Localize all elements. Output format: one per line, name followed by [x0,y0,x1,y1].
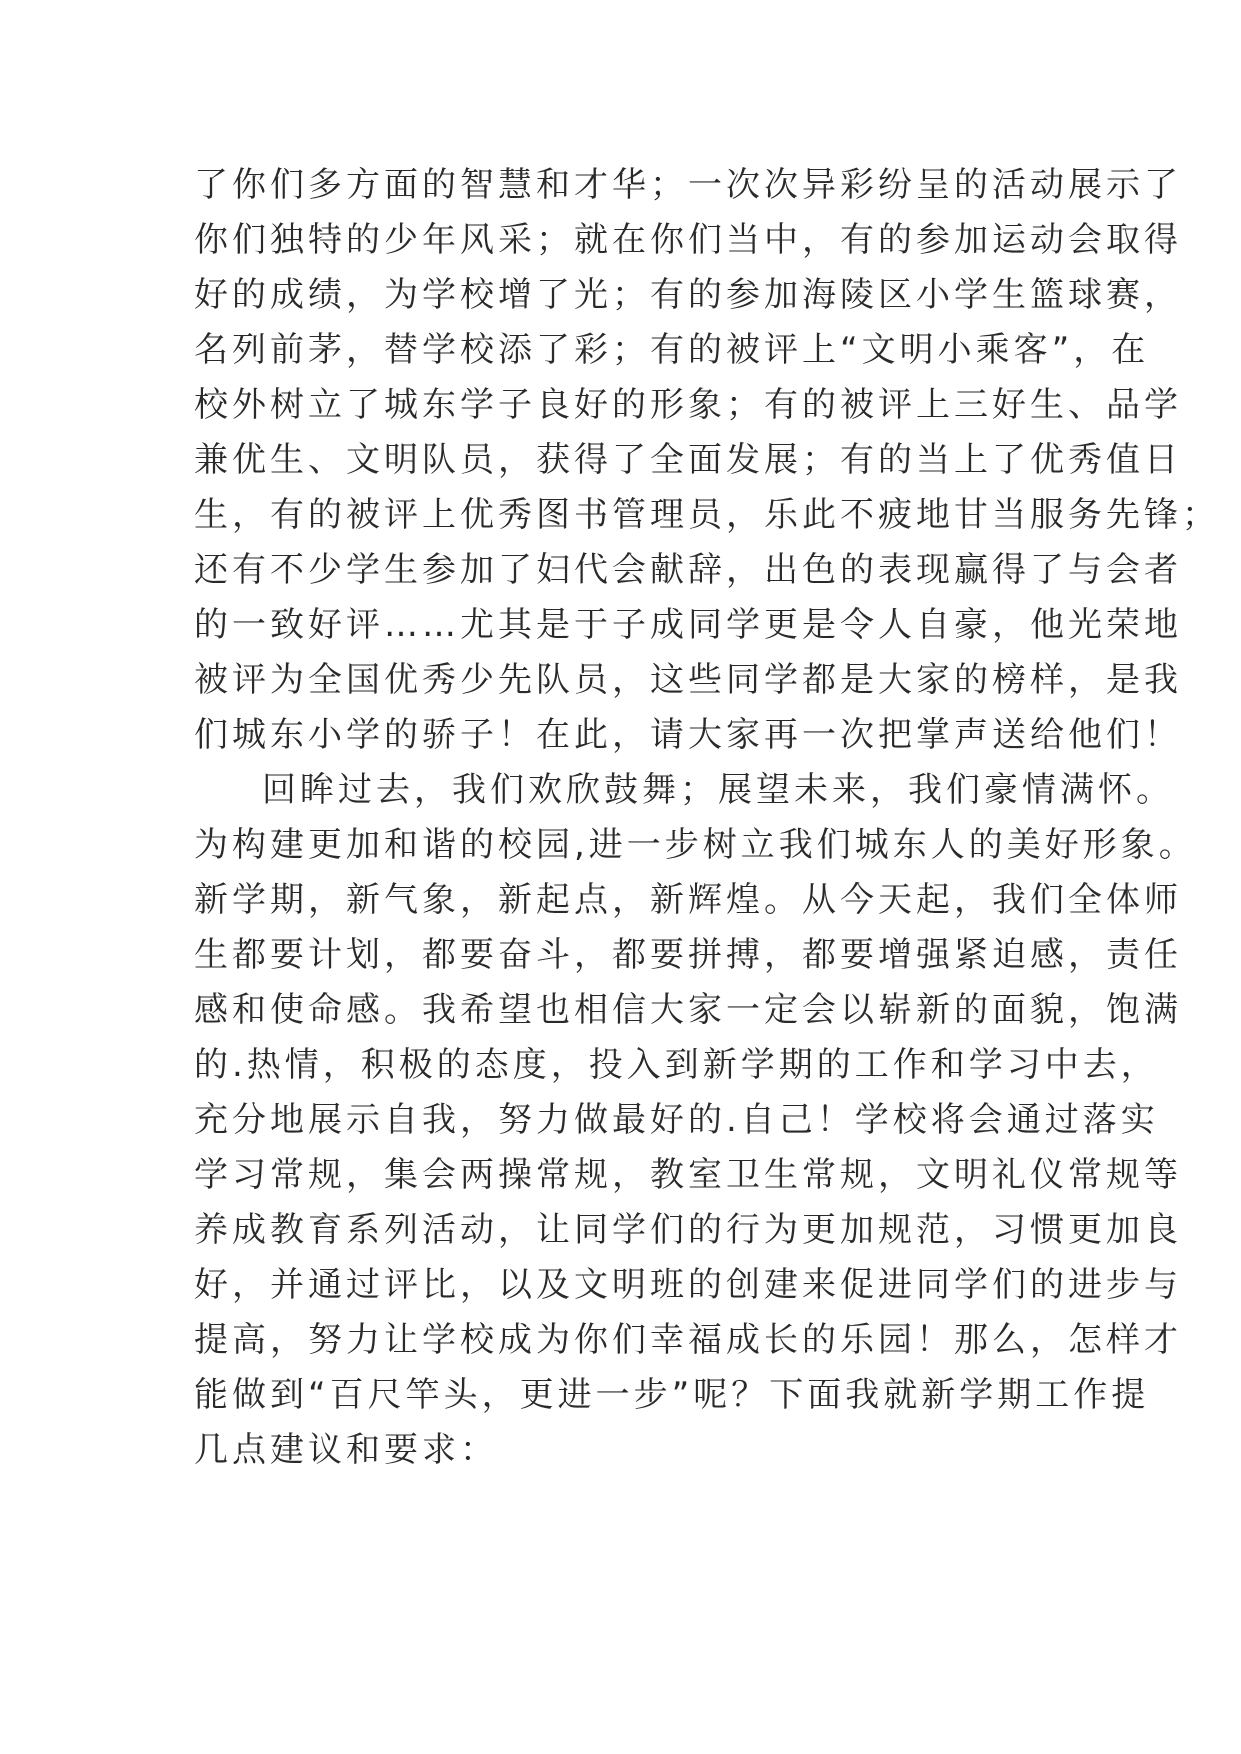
text-line: 的一致好评……尤其是于子成同学更是令人自豪，他光荣地 [194,605,1182,645]
body-text [194,158,1220,1478]
text-line: 好，并通过评比，以及文明班的创建来促进同学们的进步与 [194,1265,1182,1305]
text-line: 养成教育系列活动，让同学们的行为更加规范，习惯更加良 [194,1210,1182,1250]
text-line: 生，有的被评上优秀图书管理员，乐此不疲地甘当服务先锋； [194,495,1220,535]
text-line: 几点建议和要求： [194,1430,498,1470]
text-line: 了你们多方面的智慧和才华；一次次异彩纷呈的活动展示了 [194,165,1182,205]
text-line: 能做到“百尺竿头，更进一步”呢？下面我就新学期工作提 [194,1375,1150,1415]
text-line: 们城东小学的骄子！在此，请大家再一次把掌声送给他们！ [194,715,1182,755]
text-line: 感和使命感。我希望也相信大家一定会以崭新的面貌，饱满 [194,990,1182,1030]
text-line: 为构建更加和谐的校园,进一步树立我们城东人的美好形象。 [194,825,1197,865]
text-line: 学习常规，集会两操常规，教室卫生常规，文明礼仪常规等 [194,1155,1182,1195]
text-line: 提高，努力让学校成为你们幸福成长的乐园！那么，怎样才 [194,1320,1182,1360]
text-line: 生都要计划，都要奋斗，都要拼搏，都要增强紧迫感，责任 [194,935,1182,975]
text-line: 充分地展示自我，努力做最好的.自己！学校将会通过落实 [194,1100,1159,1140]
text-line: 你们独特的少年风采；就在你们当中，有的参加运动会取得 [194,220,1182,260]
text-line: 名列前茅，替学校添了彩；有的被评上“文明小乘客”，在 [194,330,1150,370]
text-line: 兼优生、文明队员，获得了全面发展；有的当上了优秀值日 [194,440,1182,480]
text-line: 好的成绩，为学校增了光；有的参加海陵区小学生篮球赛， [194,275,1182,315]
text-line: 的.热情，积极的态度，投入到新学期的工作和学习中去， [194,1045,1159,1085]
text-line: 还有不少学生参加了妇代会献辞，出色的表现赢得了与会者 [194,550,1182,590]
text-line: 被评为全国优秀少先队员，这些同学都是大家的榜样，是我 [194,660,1182,700]
text-line: 校外树立了城东学子良好的形象；有的被评上三好生、品学 [194,385,1182,425]
paragraph-start-line: 回眸过去，我们欢欣鼓舞；展望未来，我们豪情满怀。 [262,770,1174,810]
text-line: 新学期，新气象，新起点，新辉煌。从今天起，我们全体师 [194,880,1182,920]
